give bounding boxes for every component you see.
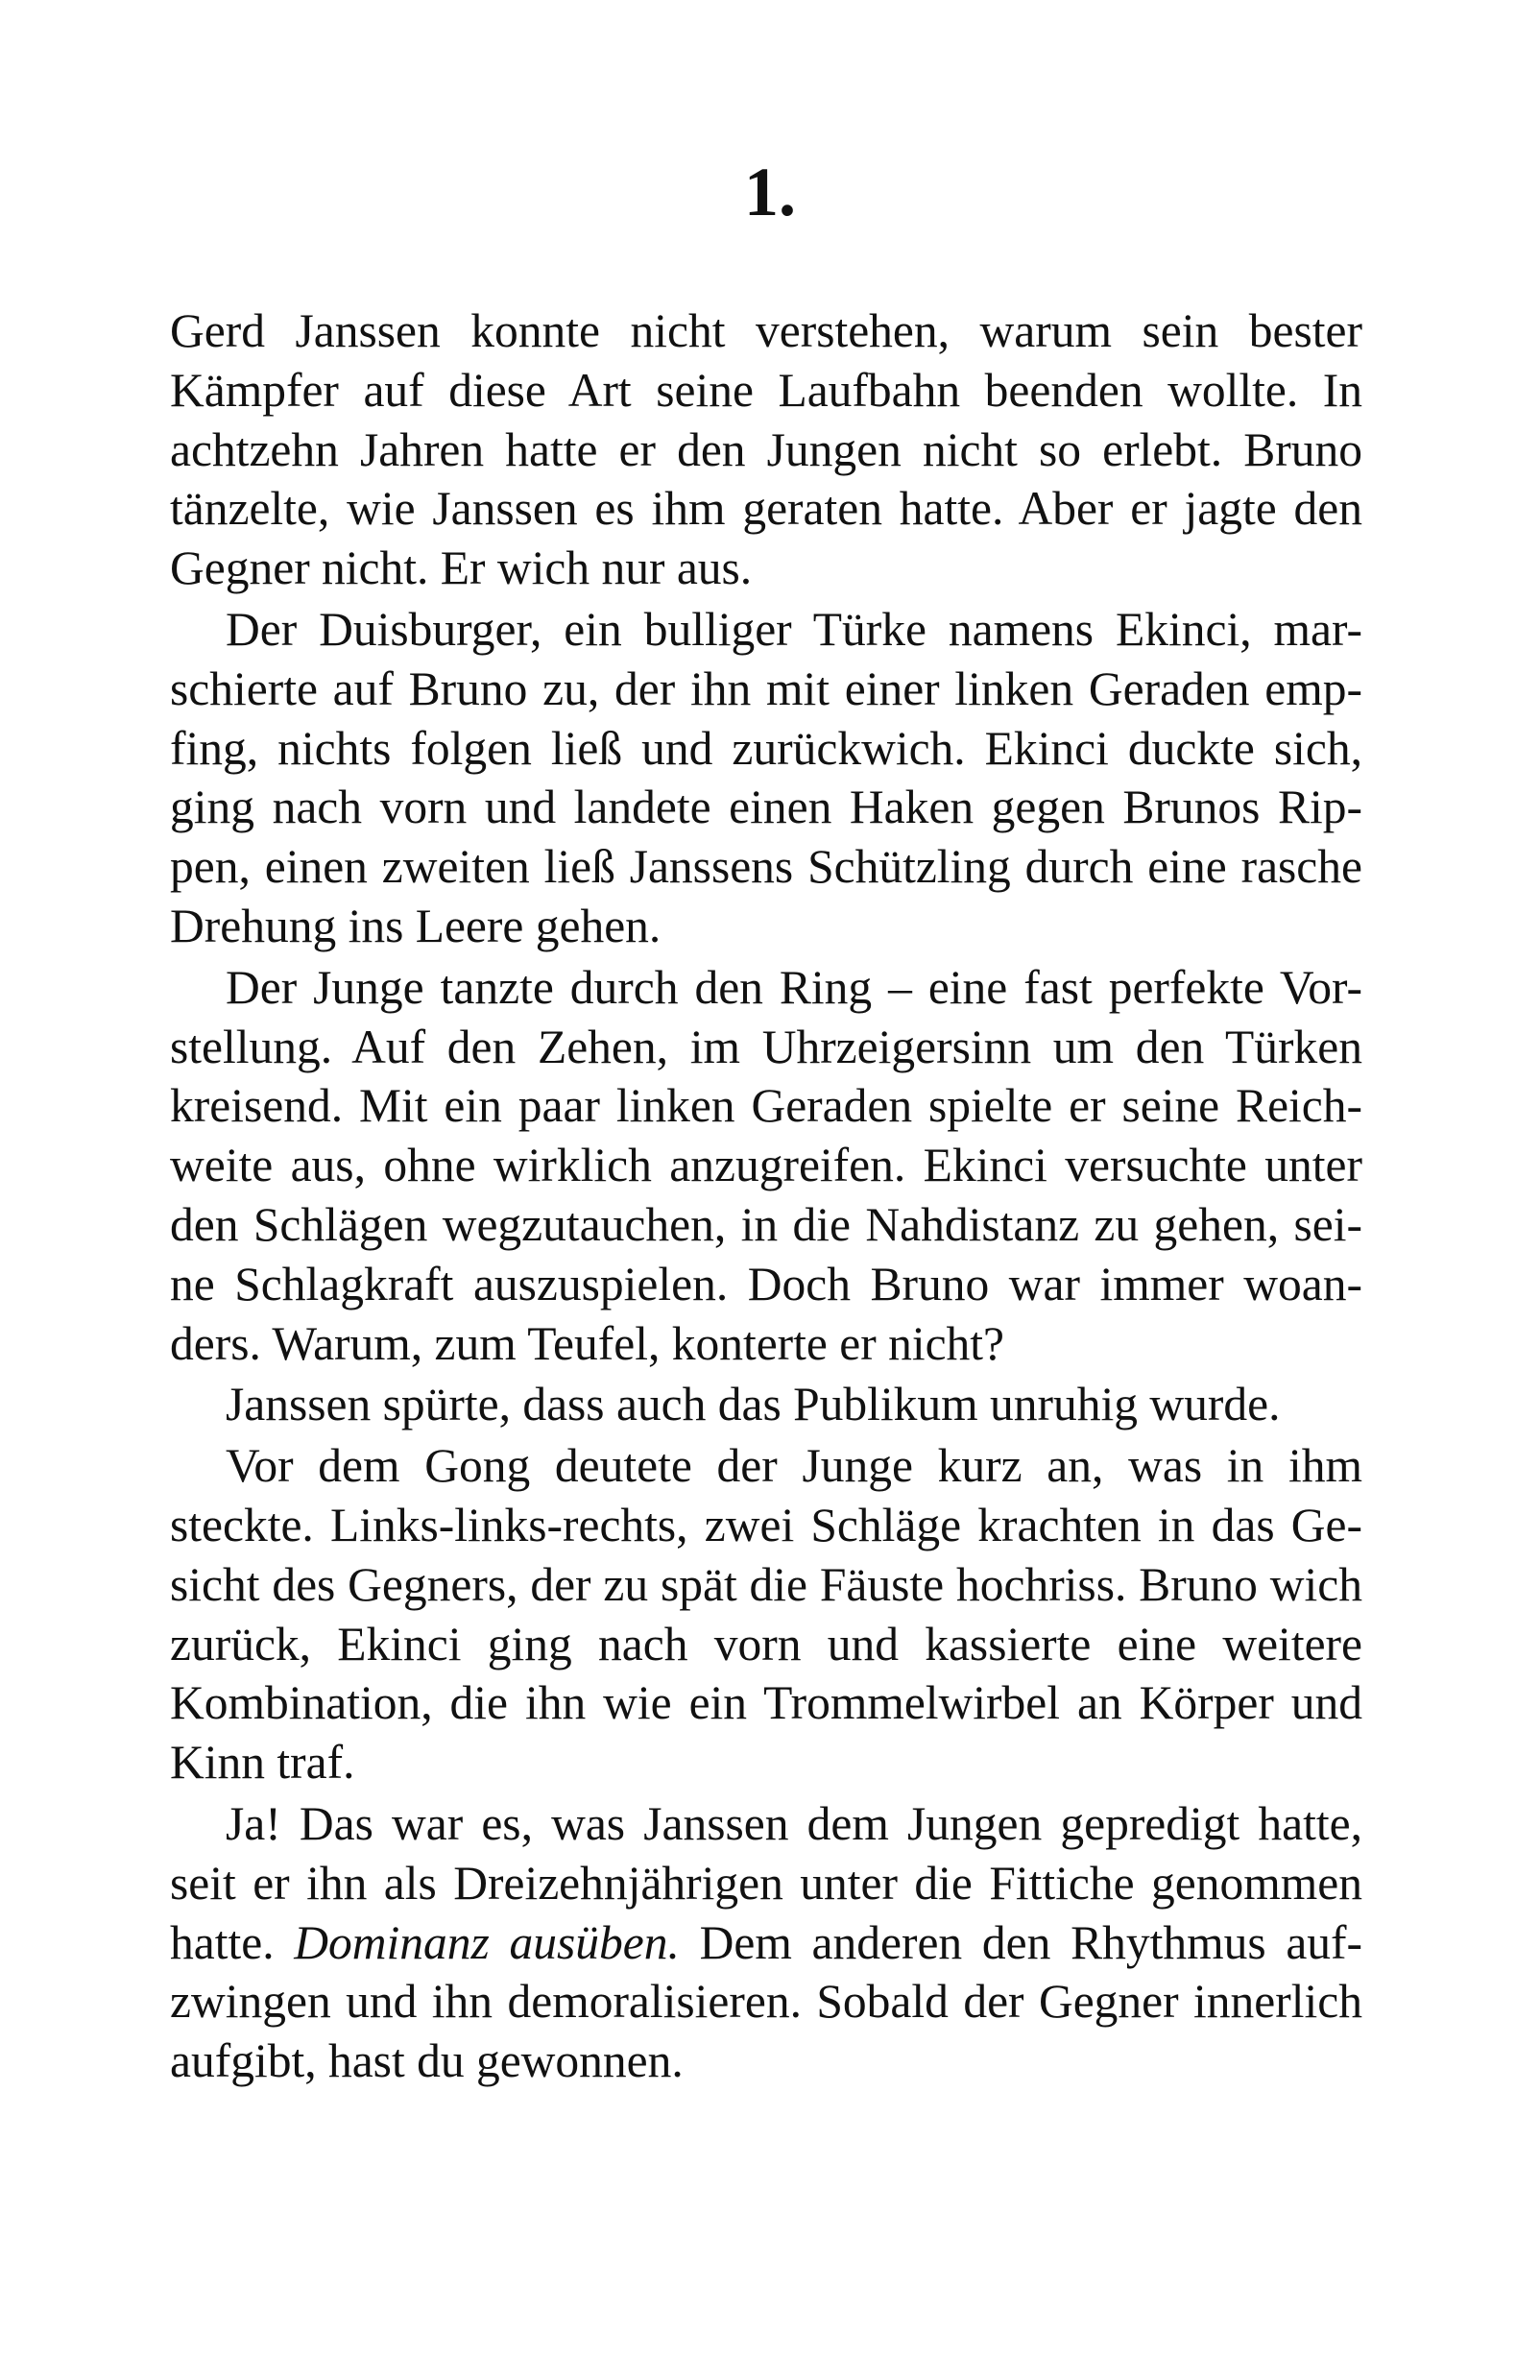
text-line: steckte. Links-links-rechts, zwei Schläge krachten in das Ge- [170, 1498, 1362, 1551]
chapter-number: 1. [744, 154, 796, 230]
text-line: ne Schlagkraft auszuspielen. Doch Bruno war immer woan- [170, 1257, 1362, 1310]
text-line: Vor dem Gong deutete der Junge kurz an, was in ihm [226, 1439, 1362, 1493]
text-line: Kinn traf. [170, 1736, 355, 1790]
text-segment: Dem anderen den Rhythmus auf- [679, 1915, 1363, 1969]
text-line: fing, nichts folgen ließ und zurückwich. Ekinci duckte sich, [170, 721, 1362, 775]
text-line: zwingen und ihn demoralisieren. Sobald der Gegner innerlich [170, 1975, 1362, 2029]
text-line: Janssen spürte, dass auch das Publikum unruhig wurde. [226, 1378, 1281, 1431]
paragraph-3 [170, 958, 1362, 1374]
text-line: kreisend. Mit ein paar linken Geraden spielte er seine Reich- [170, 1079, 1362, 1133]
text-line: den Schlägen wegzutauchen, in die Nahdistanz zu gehen, sei- [170, 1197, 1362, 1251]
text-line-italic-mix [170, 1913, 1362, 1973]
text-line: seit er ihn als Dreizehnjährigen unter die Fittiche genommen [170, 1856, 1362, 1910]
text-line: schierte auf Bruno zu, der ihn mit einer linken Geraden emp- [170, 661, 1362, 715]
text-line: Kämpfer auf diese Art seine Laufbahn beenden wollte. In [170, 363, 1362, 417]
text-line: aufgibt, hast du gewonnen. [170, 2034, 684, 2088]
paragraph-4 [170, 1375, 1362, 1434]
text-line: Gerd Janssen konnte nicht verstehen, warum sein bester [170, 304, 1362, 357]
text-line: tänzelte, wie Janssen es ihm geraten hatte. Aber er jagte den [170, 482, 1362, 536]
paragraph-6 [170, 1794, 1362, 2091]
text-line: Der Junge tanzte durch den Ring – eine fast perfekte Vor- [226, 960, 1362, 1014]
text-line: sicht des Gegners, der zu spät die Fäuste hochriss. Bruno wich [170, 1557, 1362, 1611]
paragraph-5 [170, 1436, 1362, 1792]
text-line: Ja! Das war es, was Janssen dem Jungen gepredigt hatte, [226, 1796, 1362, 1850]
paragraph-1 [170, 301, 1362, 598]
text-line: pen, einen zweiten ließ Janssens Schützling durch eine rasche [170, 840, 1362, 894]
text-line: ders. Warum, zum Teufel, konterte er nicht? [170, 1316, 1005, 1370]
emphasis-text: Dominanz ausüben. [294, 1915, 680, 1969]
text-line: Gegner nicht. Er wich nur aus. [170, 541, 753, 595]
text-line: weite aus, ohne wirklich anzugreifen. Ekinci versuchte unter [170, 1139, 1362, 1192]
chapter-text [170, 301, 1362, 2091]
text-line: achtzehn Jahren hatte er den Jungen nicht so erlebt. Bruno [170, 422, 1362, 476]
text-line: Der Duisburger, ein bulliger Türke namens Ekinci, mar- [226, 602, 1362, 656]
text-line: zurück, Ekinci ging nach vorn und kassierte eine weitere [170, 1617, 1362, 1671]
text-line: stellung. Auf den Zehen, im Uhrzeigersinn um den Türken [170, 1020, 1362, 1073]
text-line: Kombination, die ihn wie ein Trommelwirbel an Körper und [170, 1676, 1362, 1730]
text-line: ging nach vorn und landete einen Haken gegen Brunos Rip- [170, 781, 1362, 834]
text-line: Drehung ins Leere gehen. [170, 899, 662, 952]
paragraph-2 [170, 600, 1362, 956]
text-segment: hatte. [170, 1915, 295, 1969]
